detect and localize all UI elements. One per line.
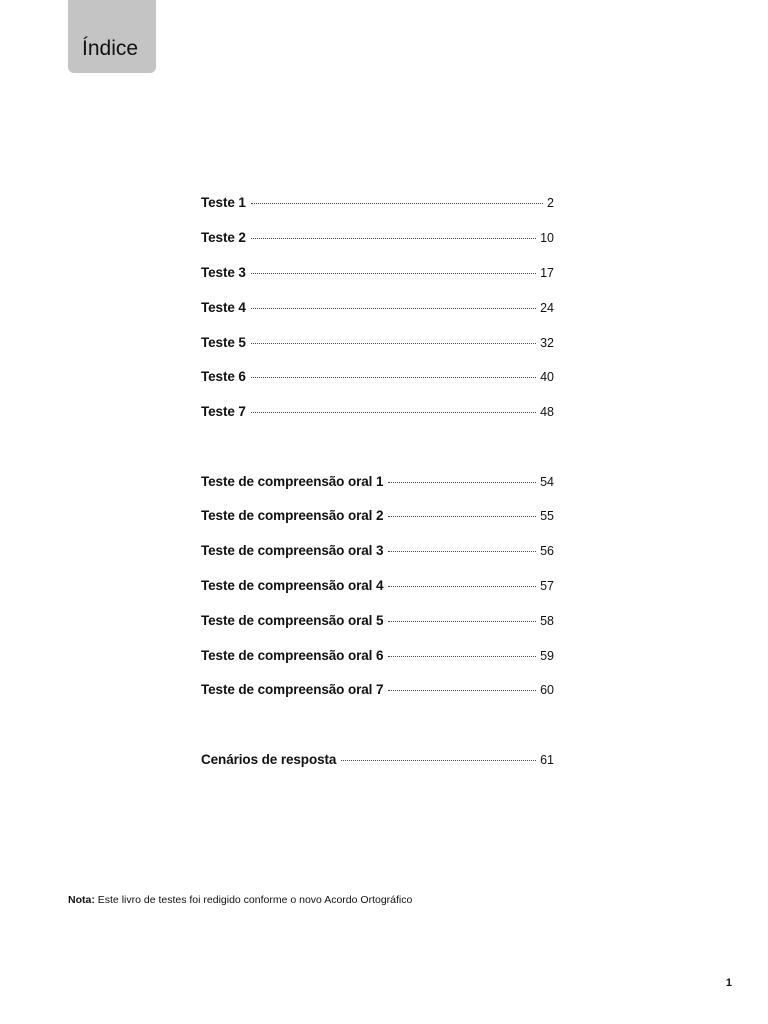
toc-entry-teste-1[interactable] [201,195,554,215]
toc-entry-oral-5[interactable] [201,613,554,633]
toc-entry-label: Teste 7 [201,404,246,419]
toc-entry-oral-7[interactable] [201,682,554,702]
dot-leader [251,377,536,378]
dot-leader [388,621,536,622]
dot-leader [388,516,536,517]
toc-entry-oral-3[interactable] [201,543,554,563]
toc-entry-label: Teste de compreensão oral 2 [201,508,384,523]
toc-entry-label: Cenários de resposta [201,752,337,767]
toc-entry-page: 61 [540,753,554,767]
toc-entry-teste-3[interactable] [201,265,554,285]
toc-entry-oral-4[interactable] [201,578,554,598]
toc-entry-label: Teste de compreensão oral 1 [201,474,384,489]
toc-entry-label: Teste 3 [201,265,246,280]
toc-entry-page: 24 [540,301,554,315]
page-title: Índice [82,37,139,60]
dot-leader [251,412,536,413]
toc-entry-label: Teste de compreensão oral 5 [201,613,384,628]
toc-entry-label: Teste de compreensão oral 7 [201,682,384,697]
toc-entry-teste-5[interactable] [201,335,554,355]
toc-entry-oral-2[interactable] [201,508,554,528]
dot-leader [388,586,536,587]
dot-leader [388,656,536,657]
toc-entry-teste-4[interactable] [201,300,554,320]
toc-entry-oral-1[interactable] [201,474,554,494]
toc-entry-page: 56 [540,544,554,558]
toc-entry-teste-6[interactable] [201,369,554,389]
toc-entry-teste-7[interactable] [201,404,554,424]
toc-entry-oral-6[interactable] [201,648,554,668]
dot-leader [251,203,543,204]
toc-entry-label: Teste 5 [201,335,246,350]
toc-entry-label: Teste de compreensão oral 4 [201,578,384,593]
toc-entry-page: 54 [540,475,554,489]
footnote-text: Este livro de testes foi redigido conforme o novo Acordo Ortográfico [94,894,413,906]
dot-leader [388,551,536,552]
dot-leader [251,238,536,239]
toc-entry-page: 55 [540,509,554,523]
index-header-tab [68,0,156,73]
dot-leader [388,482,536,483]
toc-entry-page: 58 [540,614,554,628]
toc-entry-page: 57 [540,579,554,593]
toc-entry-label: Teste 2 [201,230,246,245]
toc-entry-page: 59 [540,649,554,663]
toc-entry-teste-2[interactable] [201,230,554,250]
footnote [68,894,412,906]
dot-leader [251,308,536,309]
toc-entry-label: Teste 1 [201,195,246,210]
toc-entry-label: Teste de compreensão oral 3 [201,543,384,558]
page-number: 1 [725,977,732,989]
toc-entry-page: 48 [540,405,554,419]
dot-leader [341,760,536,761]
toc-entry-page: 2 [547,196,554,210]
toc-entry-page: 32 [540,336,554,350]
toc-entry-page: 60 [540,683,554,697]
toc-entry-page: 17 [540,266,554,280]
dot-leader [251,273,536,274]
toc-entry-label: Teste 4 [201,300,246,315]
toc-entry-page: 40 [540,370,554,384]
footnote-prefix: Nota: [68,894,95,906]
dot-leader [251,343,536,344]
toc-entry-cenarios[interactable] [201,752,554,772]
toc-entry-label: Teste 6 [201,369,246,384]
toc-entry-label: Teste de compreensão oral 6 [201,648,384,663]
toc-entry-page: 10 [540,231,554,245]
dot-leader [388,690,536,691]
